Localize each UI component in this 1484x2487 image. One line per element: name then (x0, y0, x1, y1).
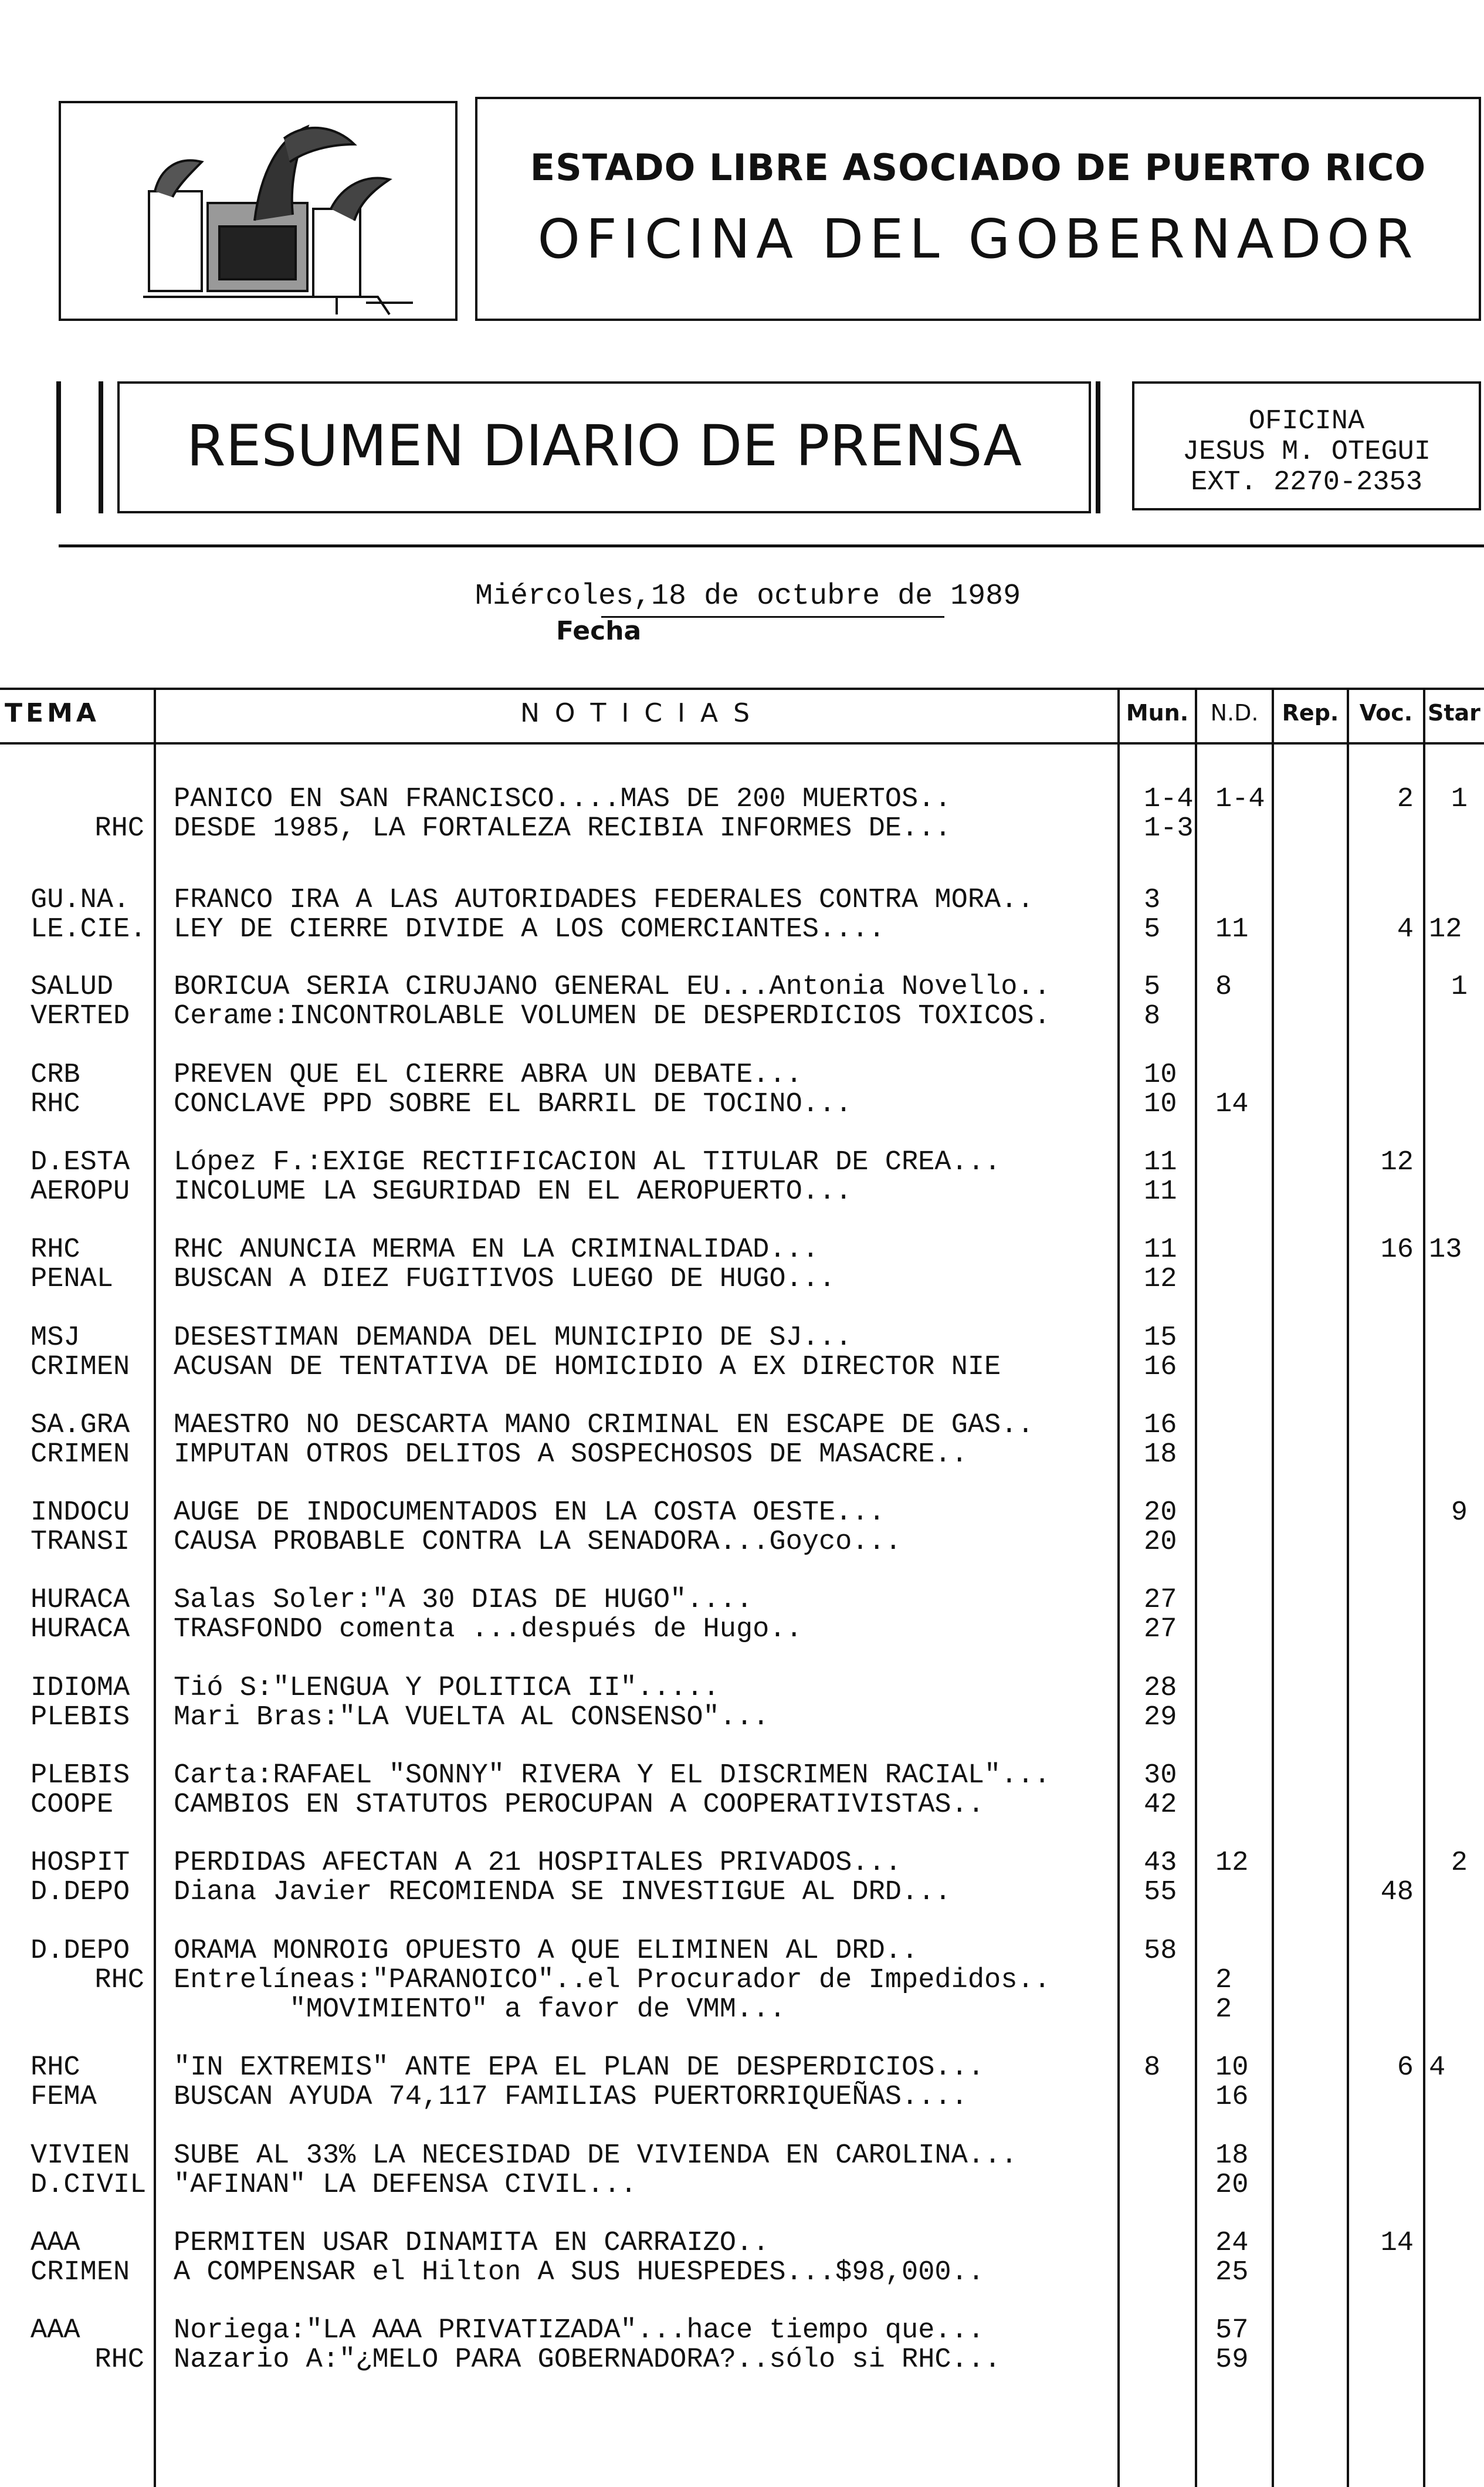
row-tema: CRIMEN (31, 1439, 130, 1470)
office-box (1132, 381, 1481, 510)
row-star: 1 (1451, 972, 1468, 1003)
row-tema: RHC (31, 2052, 80, 2083)
row-news: AUGE DE INDOCUMENTADOS EN LA COSTA OESTE... (174, 1497, 885, 1528)
row-news: A COMPENSAR el Hilton A SUS HUESPEDES...$98,000.. (174, 2257, 985, 2288)
row-star: 13 (1429, 1234, 1462, 1266)
row-news: Mari Bras:"LA VUELTA AL CONSENSO"... (174, 1702, 770, 1733)
row-news: Cerame:INCONTROLABLE VOLUMEN DE DESPERDICIOS TOXICOS. (174, 1001, 1051, 1032)
row-voc: 4 (1397, 914, 1414, 945)
row-tema: INDOCU (31, 1497, 130, 1528)
row-mun: 11 (1144, 1147, 1177, 1178)
row-tema: SALUD (31, 972, 114, 1003)
row-voc: 16 (1380, 1234, 1414, 1266)
date-label: Fecha (556, 616, 642, 646)
col-divider-news (1117, 688, 1120, 2487)
row-news: BORICUA SERIA CIRUJANO GENERAL EU...Antonia Novello.. (174, 972, 1051, 1003)
row-mun: 55 (1144, 1877, 1177, 1908)
row-mun: 12 (1144, 1264, 1177, 1295)
date-value: Miércoles,18 de octubre de 1989 (475, 580, 1021, 613)
row-news: SUBE AL 33% LA NECESIDAD DE VIVIENDA EN CAROLINA... (174, 2140, 1018, 2171)
row-tema: VERTED (31, 1001, 130, 1032)
row-nd: 14 (1215, 1089, 1249, 1120)
row-nd: 18 (1215, 2140, 1249, 2171)
resumen-title: RESUMEN DIARIO DE PRENSA (187, 413, 1022, 479)
row-nd: 12 (1215, 1848, 1249, 1879)
row-tema: VIVIEN (31, 2140, 130, 2171)
row-news: Carta:RAFAEL "SONNY" RIVERA Y EL DISCRIMEN RACIAL"... (174, 1760, 1051, 1791)
col-divider-rep (1347, 688, 1349, 2487)
col-divider-tema (154, 688, 156, 2487)
row-nd: 59 (1215, 2344, 1249, 2376)
col-divider-mun (1195, 688, 1197, 2487)
row-news: Diana Javier RECOMIENDA SE INVESTIGUE AL DRD... (174, 1877, 951, 1908)
row-news: PERMITEN USAR DINAMITA EN CARRAIZO.. (174, 2228, 770, 2259)
row-mun: 11 (1144, 1234, 1177, 1266)
row-news: DESDE 1985, LA FORTALEZA RECIBIA INFORMES DE... (174, 813, 951, 844)
title-box (475, 97, 1481, 321)
row-tema: RHC (94, 1965, 144, 1996)
row-mun: 8 (1144, 1001, 1161, 1032)
row-news: Salas Soler:"A 30 DIAS DE HUGO".... (174, 1585, 753, 1616)
row-mun: 11 (1144, 1176, 1177, 1207)
row-voc: 12 (1380, 1147, 1414, 1178)
col-header-rep: Rep. (1282, 700, 1339, 726)
office-line-3: EXT. 2270-2353 (1191, 467, 1422, 498)
row-mun: 27 (1144, 1614, 1177, 1645)
row-tema: PENAL (31, 1264, 114, 1295)
office-line-1: OFICINA (1248, 406, 1365, 437)
row-tema: IDIOMA (31, 1673, 130, 1704)
row-tema: COOPE (31, 1789, 114, 1821)
row-mun: 28 (1144, 1673, 1177, 1704)
row-mun: 18 (1144, 1439, 1177, 1470)
row-tema: RHC (31, 1089, 80, 1120)
row-news: RHC ANUNCIA MERMA EN LA CRIMINALIDAD... (174, 1234, 819, 1266)
row-mun: 15 (1144, 1322, 1177, 1354)
row-news: DESESTIMAN DEMANDA DEL MUNICIPIO DE SJ... (174, 1322, 852, 1354)
fortaleza-illustration (61, 103, 455, 319)
row-nd: 24 (1215, 2228, 1249, 2259)
row-mun: 58 (1144, 1936, 1177, 1967)
row-nd: 25 (1215, 2257, 1249, 2288)
row-news: PANICO EN SAN FRANCISCO....MAS DE 200 MUERTOS.. (174, 784, 951, 815)
row-mun: 1-3 (1144, 813, 1194, 844)
col-header-star: Star (1428, 700, 1480, 726)
row-news: Tió S:"LENGUA Y POLITICA II"..... (174, 1673, 720, 1704)
row-news: Nazario A:"¿MELO PARA GOBERNADORA?..sólo si RHC... (174, 2344, 1001, 2376)
logo-box (59, 101, 458, 321)
row-nd: 57 (1215, 2315, 1249, 2346)
row-tema: SA.GRA (31, 1410, 130, 1441)
row-news: PERDIDAS AFECTAN A 21 HOSPITALES PRIVADOS... (174, 1848, 902, 1879)
row-star: 12 (1429, 914, 1462, 945)
row-mun: 20 (1144, 1527, 1177, 1558)
row-tema: FEMA (31, 2082, 97, 2113)
row-mun: 20 (1144, 1497, 1177, 1528)
row-news: Entrelíneas:"PARANOICO"..el Procurador de Impedidos.. (174, 1965, 1051, 1996)
row-tema: PLEBIS (31, 1702, 130, 1733)
row-mun: 5 (1144, 914, 1161, 945)
col-header-mun: Mun. (1126, 700, 1189, 726)
row-mun: 10 (1144, 1089, 1177, 1120)
row-mun: 16 (1144, 1410, 1177, 1441)
row-mun: 42 (1144, 1789, 1177, 1821)
row-news: MAESTRO NO DESCARTA MANO CRIMINAL EN ESCAPE DE GAS.. (174, 1410, 1034, 1441)
row-star: 1 (1451, 784, 1468, 815)
row-news: TRASFONDO comenta ...después de Hugo.. (174, 1614, 802, 1645)
row-tema: CRIMEN (31, 1352, 130, 1383)
col-header-tema: TEMA (5, 698, 100, 728)
row-mun: 16 (1144, 1352, 1177, 1383)
header-line1: ESTADO LIBRE ASOCIADO DE PUERTO RICO (530, 146, 1427, 189)
row-tema: GU.NA. (31, 885, 130, 916)
row-voc: 2 (1397, 784, 1414, 815)
row-nd: 2 (1215, 1965, 1232, 1996)
row-news: BUSCAN AYUDA 74,117 FAMILIAS PUERTORRIQUEÑAS.... (174, 2082, 968, 2113)
row-news: IMPUTAN OTROS DELITOS A SOSPECHOSOS DE MASACRE.. (174, 1439, 968, 1470)
row-mun: 10 (1144, 1060, 1177, 1091)
row-nd: 2 (1215, 1994, 1232, 2025)
row-nd: 1-4 (1215, 784, 1265, 815)
row-tema: AEROPU (31, 1176, 130, 1207)
row-nd: 20 (1215, 2170, 1249, 2201)
row-mun: 43 (1144, 1848, 1177, 1879)
row-voc: 48 (1380, 1877, 1414, 1908)
row-tema: AAA (31, 2315, 80, 2346)
row-news: López F.:EXIGE RECTIFICACION AL TITULAR DE CREA... (174, 1147, 1001, 1178)
date-underline (601, 616, 944, 618)
row-tema: D.DEPO (31, 1936, 130, 1967)
row-nd: 10 (1215, 2052, 1249, 2083)
table-top-border (0, 688, 1484, 690)
row-tema: HOSPIT (31, 1848, 130, 1879)
row-tema: AAA (31, 2228, 80, 2259)
col-divider-voc (1423, 688, 1425, 2487)
row-news: "IN EXTREMIS" ANTE EPA EL PLAN DE DESPERDICIOS... (174, 2052, 985, 2083)
row-tema: CRB (31, 1060, 80, 1091)
resumen-box (117, 381, 1091, 513)
row-news: CONCLAVE PPD SOBRE EL BARRIL DE TOCINO... (174, 1089, 852, 1120)
row-news: "MOVIMIENTO" a favor de VMM... (174, 1994, 786, 2025)
col-header-nd: N.D. (1210, 700, 1259, 726)
row-mun: 3 (1144, 885, 1161, 916)
row-voc: 6 (1397, 2052, 1414, 2083)
bar-left-1 (56, 381, 61, 513)
row-mun: 30 (1144, 1760, 1177, 1791)
row-nd: 11 (1215, 914, 1249, 945)
row-mun: 1-4 (1144, 784, 1194, 815)
row-tema: D.DEPO (31, 1877, 130, 1908)
row-news: BUSCAN A DIEZ FUGITIVOS LUEGO DE HUGO... (174, 1264, 836, 1295)
row-tema: D.CIVIL (31, 2170, 147, 2201)
header-line2: OFICINA DEL GOBERNADOR (537, 208, 1419, 270)
row-tema: TRANSI (31, 1527, 130, 1558)
bar-left-2 (99, 381, 103, 513)
row-news: PREVEN QUE EL CIERRE ABRA UN DEBATE... (174, 1060, 802, 1091)
row-tema: HURACA (31, 1585, 130, 1616)
row-mun: 27 (1144, 1585, 1177, 1616)
row-star: 4 (1429, 2052, 1446, 2083)
row-star: 9 (1451, 1497, 1468, 1528)
row-tema: CRIMEN (31, 2257, 130, 2288)
col-divider-nd (1272, 688, 1274, 2487)
row-news: Noriega:"LA AAA PRIVATIZADA"...hace tiempo que... (174, 2315, 985, 2346)
separator (59, 544, 1484, 547)
row-tema: RHC (94, 813, 144, 844)
row-mun: 29 (1144, 1702, 1177, 1733)
row-news: ORAMA MONROIG OPUESTO A QUE ELIMINEN AL DRD.. (174, 1936, 919, 1967)
row-tema: MSJ (31, 1322, 80, 1354)
row-tema: PLEBIS (31, 1760, 130, 1791)
row-news: FRANCO IRA A LAS AUTORIDADES FEDERALES CONTRA MORA.. (174, 885, 1034, 916)
row-news: CAUSA PROBABLE CONTRA LA SENADORA...Goyco... (174, 1527, 902, 1558)
row-mun: 8 (1144, 2052, 1161, 2083)
row-tema: HURACA (31, 1614, 130, 1645)
row-star: 2 (1451, 1848, 1468, 1879)
table-header-bottom (0, 742, 1484, 745)
row-tema: LE.CIE. (31, 914, 147, 945)
row-news: LEY DE CIERRE DIVIDE A LOS COMERCIANTES.... (174, 914, 885, 945)
row-tema: RHC (94, 2344, 144, 2376)
row-mun: 5 (1144, 972, 1161, 1003)
row-tema: RHC (31, 1234, 80, 1266)
col-header-voc: Voc. (1359, 700, 1413, 726)
row-nd: 16 (1215, 2082, 1249, 2113)
bar-right-1 (1096, 381, 1100, 513)
row-news: INCOLUME LA SEGURIDAD EN EL AEROPUERTO... (174, 1176, 852, 1207)
row-nd: 8 (1215, 972, 1232, 1003)
row-news: ACUSAN DE TENTATIVA DE HOMICIDIO A EX DIRECTOR NIE (174, 1352, 1001, 1383)
row-voc: 14 (1380, 2228, 1414, 2259)
row-news: "AFINAN" LA DEFENSA CIVIL... (174, 2170, 637, 2201)
col-header-noticias: N O T I C I A S (520, 698, 754, 728)
office-line-2: JESUS M. OTEGUI (1182, 437, 1431, 468)
row-tema: D.ESTA (31, 1147, 130, 1178)
row-news: CAMBIOS EN STATUTOS PEROCUPAN A COOPERATIVISTAS.. (174, 1789, 985, 1821)
